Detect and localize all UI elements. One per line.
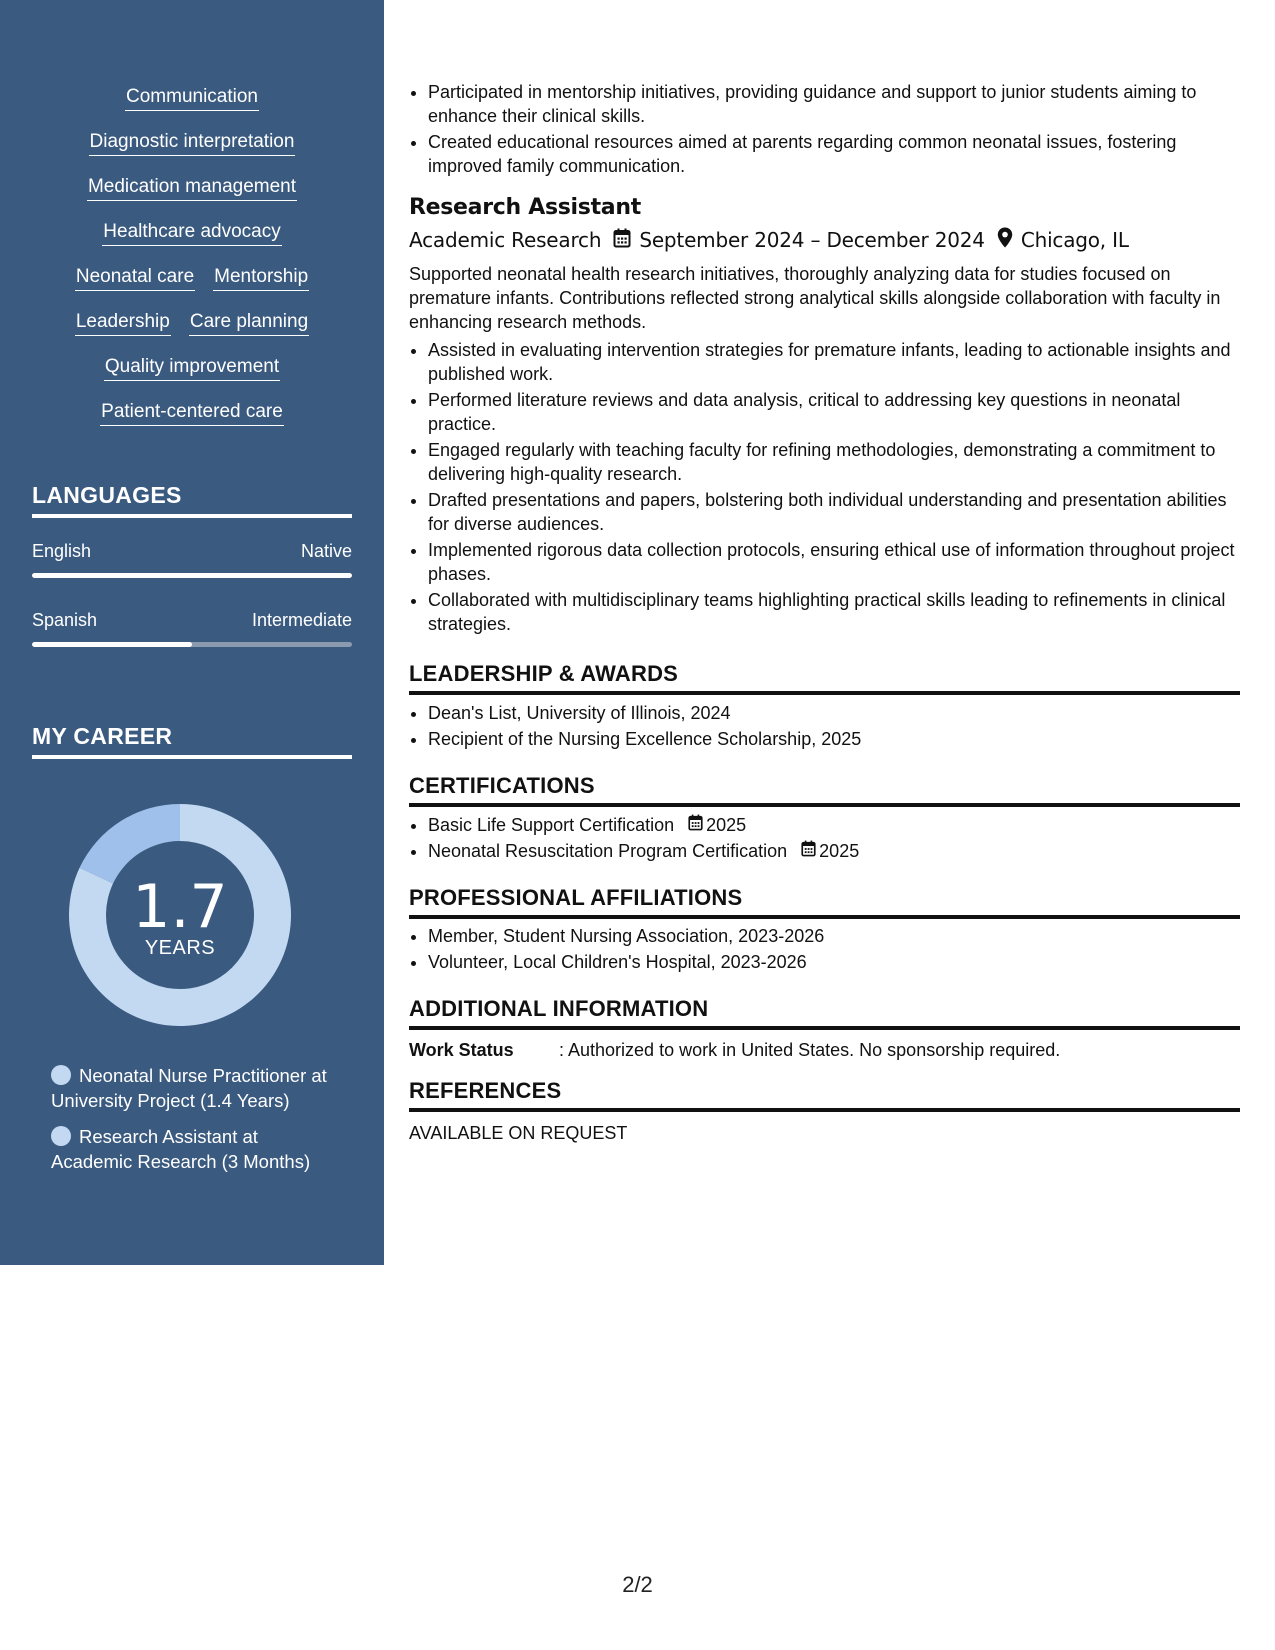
list-item: • Created educational resources aimed at parents regarding common neonatal issues, fostering improved family communication. bbox=[428, 130, 1240, 178]
leadership-list bbox=[409, 701, 1240, 753]
career-legend-item bbox=[51, 1063, 341, 1113]
list-item: • Member, Student Nursing Association, 2023-2026 bbox=[428, 924, 1240, 948]
list-item: • Implemented rigorous data collection protocols, ensuring ethical use of information throughout project phases. bbox=[428, 538, 1240, 586]
career-heading: MY CAREER bbox=[32, 722, 352, 759]
certification-year: 2025 bbox=[706, 815, 747, 835]
job-bullets bbox=[409, 338, 1240, 638]
calendar-icon bbox=[801, 839, 819, 863]
skill-tag: Diagnostic interpretation bbox=[89, 131, 296, 156]
list-item: • Assisted in evaluating intervention strategies for premature infants, leading to actionable insights and published work. bbox=[428, 338, 1240, 386]
skill-row bbox=[0, 86, 384, 131]
work-status-label: Work Status bbox=[409, 1040, 514, 1060]
list-item bbox=[428, 839, 1240, 863]
career-legend-text: Neonatal Nurse Practitioner at University Project (1.4 Years) bbox=[51, 1065, 327, 1111]
page-number: 2/2 bbox=[622, 1572, 653, 1597]
skill-row bbox=[0, 356, 384, 401]
list-item: • Participated in mentorship initiatives, providing guidance and support to junior students aiming to enhance their clinical skills. bbox=[428, 80, 1240, 128]
career-total-unit: YEARS bbox=[144, 937, 216, 959]
language-item-spanish bbox=[32, 609, 352, 647]
language-item-english bbox=[32, 540, 352, 578]
skill-tag: Neonatal care bbox=[75, 266, 195, 291]
skills-list bbox=[0, 86, 384, 446]
list-item: • Drafted presentations and papers, bolstering both individual understanding and presentation abilities for diverse audiences. bbox=[428, 488, 1240, 536]
additional-info-heading: ADDITIONAL INFORMATION bbox=[409, 996, 1240, 1030]
certification-name: Basic Life Support Certification bbox=[428, 815, 675, 835]
language-proficiency-bar bbox=[32, 642, 352, 647]
sidebar bbox=[0, 0, 384, 1265]
skill-row bbox=[0, 401, 384, 446]
affiliations-heading: PROFESSIONAL AFFILIATIONS bbox=[409, 885, 1240, 919]
skill-tag: Leadership bbox=[75, 311, 171, 336]
languages-heading: LANGUAGES bbox=[32, 481, 352, 518]
references-text: AVAILABLE ON REQUEST bbox=[409, 1123, 628, 1143]
list-item: • Engaged regularly with teaching faculty for refining methodologies, demonstrating a commitment to delivering high-quality research. bbox=[428, 438, 1240, 486]
certifications-heading: CERTIFICATIONS bbox=[409, 773, 1240, 807]
calendar-icon bbox=[613, 228, 631, 253]
list-item: • Volunteer, Local Children's Hospital, 2023-2026 bbox=[428, 950, 1240, 974]
job-company: Academic Research bbox=[409, 228, 602, 252]
language-name: English bbox=[32, 541, 92, 561]
skill-row bbox=[0, 176, 384, 221]
job-dates: September 2024 – December 2024 bbox=[639, 228, 985, 252]
skill-tag: Medication management bbox=[87, 176, 297, 201]
skill-row bbox=[0, 131, 384, 176]
certification-year: 2025 bbox=[819, 841, 860, 861]
job-location: Chicago, IL bbox=[1020, 228, 1129, 252]
skill-tag: Patient-centered care bbox=[100, 401, 284, 426]
skill-tag: Communication bbox=[125, 86, 259, 111]
list-item bbox=[428, 813, 1240, 837]
leadership-heading: LEADERSHIP & AWARDS bbox=[409, 661, 1240, 695]
references-heading: REFERENCES bbox=[409, 1078, 1240, 1112]
job-summary: Supported neonatal health research initiatives, thoroughly analyzing data for studies focused on premature infants. Contributions reflected strong analytical skills alongside collaboration with faculty in enhancing research methods. bbox=[409, 264, 1221, 332]
job-meta bbox=[409, 227, 1129, 253]
experience-continued-bullets bbox=[409, 80, 1240, 180]
certifications-list bbox=[409, 813, 1240, 865]
job-title: Research Assistant bbox=[409, 195, 641, 220]
map-pin-icon bbox=[997, 227, 1013, 253]
career-legend-item bbox=[51, 1124, 341, 1174]
list-item: • Dean's List, University of Illinois, 2024 bbox=[428, 701, 1240, 725]
calendar-icon bbox=[688, 813, 706, 837]
language-proficiency-fill bbox=[32, 642, 192, 647]
skill-tag: Mentorship bbox=[213, 266, 309, 291]
skill-row bbox=[0, 311, 384, 356]
list-item: • Performed literature reviews and data analysis, critical to addressing key questions in neonatal practice. bbox=[428, 388, 1240, 436]
language-level: Intermediate bbox=[251, 610, 352, 630]
skill-tag: Healthcare advocacy bbox=[102, 221, 281, 246]
career-donut-chart bbox=[66, 801, 294, 1029]
skill-row bbox=[0, 266, 384, 311]
list-item: • Collaborated with multidisciplinary teams highlighting practical skills leading to refinements in clinical strategies. bbox=[428, 588, 1240, 636]
list-item: • Recipient of the Nursing Excellence Scholarship, 2025 bbox=[428, 727, 1240, 751]
language-name: Spanish bbox=[32, 610, 98, 630]
certification-name: Neonatal Resuscitation Program Certification bbox=[428, 841, 788, 861]
work-status-value: : Authorized to work in United States. No sponsorship required. bbox=[559, 1040, 1061, 1060]
career-total-number: 1.7 bbox=[132, 872, 228, 942]
career-legend-text: Research Assistant at Academic Research (3 Months) bbox=[51, 1126, 311, 1172]
affiliations-list bbox=[409, 924, 1240, 976]
language-proficiency-bar bbox=[32, 573, 352, 578]
skill-tag: Care planning bbox=[189, 311, 309, 336]
skill-row bbox=[0, 221, 384, 266]
legend-dot-icon bbox=[51, 1126, 71, 1146]
language-level: Native bbox=[300, 541, 352, 561]
work-status-row bbox=[409, 1038, 1060, 1062]
language-proficiency-fill bbox=[32, 573, 352, 578]
skill-tag: Quality improvement bbox=[104, 356, 280, 381]
legend-dot-icon bbox=[51, 1065, 71, 1085]
